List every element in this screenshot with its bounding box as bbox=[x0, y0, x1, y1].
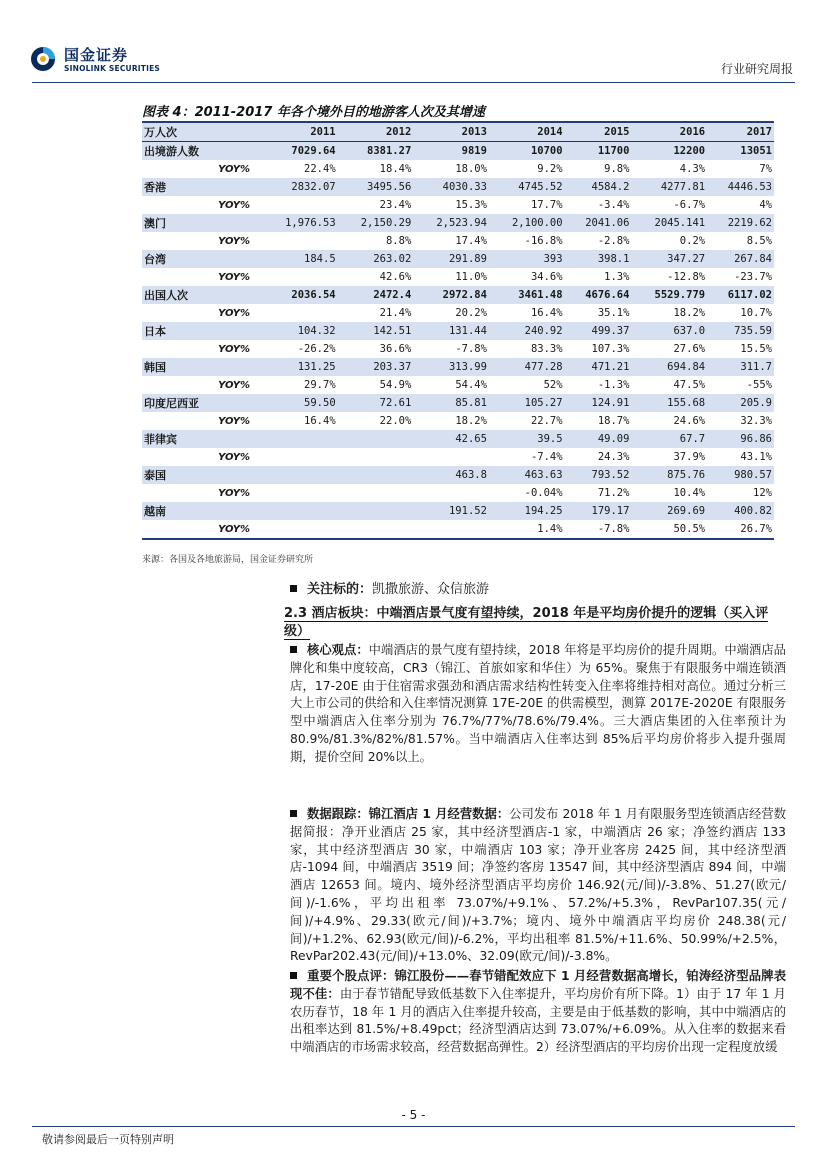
table-header-unit: 万人次 bbox=[142, 123, 262, 142]
row-label: 泰国 bbox=[142, 466, 262, 484]
table-cell: 59.50 bbox=[262, 394, 338, 412]
row-label: 韩国 bbox=[142, 358, 262, 376]
table-cell bbox=[262, 520, 338, 539]
table-header-year: 2015 bbox=[565, 123, 632, 142]
row-label: 菲律宾 bbox=[142, 430, 262, 448]
section-title bbox=[284, 605, 784, 641]
table-cell: 42.6% bbox=[379, 271, 412, 283]
table-cell: 18.7% bbox=[597, 415, 630, 427]
table-cell: 17.7% bbox=[530, 199, 563, 211]
table-cell: 2832.07 bbox=[262, 178, 338, 196]
table-cell: -7.4% bbox=[530, 451, 563, 463]
table-cell: 240.92 bbox=[489, 322, 565, 340]
table-cell: 49.09 bbox=[565, 430, 632, 448]
table-cell: 203.37 bbox=[338, 358, 414, 376]
table-cell: 263.02 bbox=[338, 250, 414, 268]
table-cell: 24.3% bbox=[597, 451, 630, 463]
bullet-icon bbox=[290, 810, 297, 817]
table-cell: 10700 bbox=[489, 142, 565, 161]
page-number: - 5 - bbox=[401, 1108, 426, 1122]
table-cell: 179.17 bbox=[565, 502, 632, 520]
table-cell bbox=[262, 448, 338, 466]
table-cell: 4446.53 bbox=[707, 178, 774, 196]
table-cell: 9819 bbox=[413, 142, 489, 161]
table-cell: 131.44 bbox=[413, 322, 489, 340]
table-cell: 72.61 bbox=[338, 394, 414, 412]
table-cell: 291.89 bbox=[413, 250, 489, 268]
bullet-icon bbox=[290, 646, 297, 653]
table-cell: 10.4% bbox=[673, 487, 706, 499]
table-cell: 0.2% bbox=[679, 235, 706, 247]
table-cell: -1.3% bbox=[597, 379, 630, 391]
table-cell: 96.86 bbox=[707, 430, 774, 448]
table-cell: 22.0% bbox=[379, 415, 412, 427]
table-row bbox=[142, 466, 774, 484]
table-cell: 2,100.00 bbox=[489, 214, 565, 232]
table-cell: 694.84 bbox=[631, 358, 707, 376]
table-cell: 18.2% bbox=[673, 307, 706, 319]
table-cell: 11.0% bbox=[455, 271, 487, 283]
focus-label: 关注标的： bbox=[307, 582, 373, 597]
footer-divider bbox=[32, 1126, 795, 1127]
row-label: YOY% bbox=[218, 199, 250, 211]
figure-title: 图表 4：2011-2017 年各个境外目的地游客人次及其增速 bbox=[142, 101, 774, 123]
table-row bbox=[142, 142, 774, 161]
table-cell: 269.69 bbox=[631, 502, 707, 520]
table-cell: 735.59 bbox=[707, 322, 774, 340]
table-cell: 54.9% bbox=[379, 379, 412, 391]
row-label: 出国人次 bbox=[142, 286, 262, 304]
table-cell: 26.7% bbox=[707, 520, 774, 539]
row-label: 印度尼西亚 bbox=[142, 394, 262, 412]
table-cell: 16.4% bbox=[530, 307, 563, 319]
table-cell: 8.8% bbox=[385, 235, 412, 247]
table-cell: 18.4% bbox=[379, 163, 412, 175]
table-cell: 155.68 bbox=[631, 394, 707, 412]
bullet-icon bbox=[290, 972, 297, 979]
table-cell bbox=[413, 484, 489, 502]
table-cell: 17.4% bbox=[455, 235, 487, 247]
table-cell: 2045.141 bbox=[631, 214, 707, 232]
row-label: YOY% bbox=[218, 163, 250, 175]
row-label: 日本 bbox=[142, 322, 262, 340]
row-label: 台湾 bbox=[142, 250, 262, 268]
table-cell: 71.2% bbox=[597, 487, 630, 499]
table-row-yoy bbox=[142, 520, 774, 539]
table-header-year: 2014 bbox=[489, 123, 565, 142]
table-cell: 21.4% bbox=[379, 307, 412, 319]
table-cell: 12% bbox=[753, 487, 772, 499]
table-row bbox=[142, 250, 774, 268]
logo-en-text: SINOLINK SECURITIES bbox=[64, 64, 161, 73]
table-row bbox=[142, 502, 774, 520]
table-cell: -55% bbox=[746, 379, 772, 391]
table-cell bbox=[413, 448, 489, 466]
table-row bbox=[142, 214, 774, 232]
table-cell: 4584.2 bbox=[565, 178, 632, 196]
table-cell: 398.1 bbox=[565, 250, 632, 268]
table-cell: 54.4% bbox=[455, 379, 487, 391]
table-cell: 15.5% bbox=[740, 343, 772, 355]
table-cell: 2219.62 bbox=[707, 214, 774, 232]
para-text: 由于春节错配导致低基数下入住率提升，平均房价有所下降。1）由于 17 年 1 月农历春节，18 年 1 月的酒店入住率提升较高，主要是由于低基数的影响，其中中端酒店的出租率达到 81.5%/+8.49pct；经济型酒店达到 73.07%/+6.09%。从入住率的数据来看中端酒店的市场需求较高，经营数据高弹性。2）经济型酒店的平均房价出现一定程度放缓 bbox=[290, 986, 786, 1055]
table-cell: 9.2% bbox=[537, 163, 563, 175]
table-cell: 499.37 bbox=[565, 322, 632, 340]
table-row-yoy bbox=[142, 484, 774, 502]
table-cell: 18.0% bbox=[455, 163, 487, 175]
table-cell: 4277.81 bbox=[631, 178, 707, 196]
table-cell: 205.9 bbox=[707, 394, 774, 412]
table-cell: 34.6% bbox=[530, 271, 563, 283]
table-cell: 4% bbox=[759, 199, 772, 211]
table-cell: -6.7% bbox=[673, 199, 706, 211]
row-label: 出境游人数 bbox=[142, 142, 262, 161]
para-text: 中端酒店的景气度有望持续，2018 年将是平均房价的提升周期。中端酒店品牌化和集中度较高，CR3（锦江、首旅如家和华住）为 65%。聚焦于有限服务中端连锁酒店，17-20E 由于住宿需求强劲和酒店需求结构性转变入住率将维持相对高位。通过分析三大上市公司的供给和入住率情况测算 17E-20E 的供需模型，测算 2017E-2020E 有限服务型中端酒店入住率分别为 76.7%/77%/78.6%/79.4%。三大酒店集团的入住率预计为 80.9%/81.3%/82%/81.57%。当中端酒店入住率达到 85%后平均房价将步入提升强周期，提价空间 20%以上。 bbox=[290, 643, 786, 764]
table-cell bbox=[338, 466, 414, 484]
table-cell bbox=[262, 304, 338, 322]
table-header-year: 2016 bbox=[631, 123, 707, 142]
table-cell bbox=[262, 232, 338, 250]
table-cell: 24.6% bbox=[673, 415, 706, 427]
table-cell: 980.57 bbox=[707, 466, 774, 484]
table-cell: -12.8% bbox=[667, 271, 706, 283]
logo-cn-text: 国金证券 bbox=[64, 46, 129, 64]
table-cell: 27.6% bbox=[673, 343, 706, 355]
table-cell bbox=[262, 466, 338, 484]
table-cell bbox=[262, 268, 338, 286]
company-logo bbox=[30, 44, 180, 80]
table-cell: 3495.56 bbox=[338, 178, 414, 196]
table-cell: 105.27 bbox=[489, 394, 565, 412]
table-cell: 1.4% bbox=[489, 520, 565, 539]
table-cell: 29.7% bbox=[304, 379, 336, 391]
table-cell: 8381.27 bbox=[338, 142, 414, 161]
table-cell: 1.3% bbox=[604, 271, 630, 283]
table-row-yoy bbox=[142, 232, 774, 250]
table-cell: -16.8% bbox=[524, 235, 563, 247]
table-cell: 311.7 bbox=[707, 358, 774, 376]
table-cell: 4745.52 bbox=[489, 178, 565, 196]
row-label: YOY% bbox=[218, 451, 250, 463]
table-cell: 400.82 bbox=[707, 502, 774, 520]
table-cell: 2036.54 bbox=[262, 286, 338, 304]
para-text: 公司发布 2018 年 1 月有限服务型连锁酒店经营数据简报：净开业酒店 25 家，其中经济型酒店-1 家，中端酒店 26 家；净签约酒店 133 家，其中经济型酒店 30 家，中端酒店 103 家；净开业客房 2425 间，其中经济型酒店-1094 间，中端酒店 3519 间；净签约客房 13547 间，其中经济型酒店 894 间，中端酒店 12653 间。境内、境外经济型酒店平均房价 146.92(元/间)/-3.8%、51.27(欧元/间)/-1.6%，平均出租率 73.07%/+9.1%、57.2%/+5.3%，RevPar107.35(元/间)/+4.9%、29.33(欧元/间)/+3.7%；境内、境外中端酒店平均房价 248.38(元/间)/+1.2%、62.93(欧元/间)/-6.2%，平均出租率 81.5%/+11.6%、50.99%/+2.5%，RevPar202.43(元/间)/+13.0%、32.09(欧元/间)/-3.8%。 bbox=[290, 807, 786, 964]
table-cell: 52% bbox=[543, 379, 563, 391]
table-cell: 2472.4 bbox=[338, 286, 414, 304]
table-row-yoy bbox=[142, 160, 774, 178]
table-cell: 7% bbox=[759, 163, 772, 175]
table-cell: 36.6% bbox=[379, 343, 412, 355]
table-cell bbox=[338, 502, 414, 520]
table-cell: 393 bbox=[489, 250, 565, 268]
table-cell: 4030.33 bbox=[413, 178, 489, 196]
table-cell: 10.7% bbox=[740, 307, 772, 319]
row-label: YOY% bbox=[218, 415, 250, 427]
footer-disclaimer: 敬请参阅最后一页特别声明 bbox=[42, 1133, 174, 1146]
table-row-yoy bbox=[142, 376, 774, 394]
table-cell: 11700 bbox=[565, 142, 632, 161]
row-label: YOY% bbox=[218, 307, 250, 319]
table-row bbox=[142, 178, 774, 196]
table-cell: 20.2% bbox=[455, 307, 487, 319]
table-cell: -0.04% bbox=[524, 487, 563, 499]
paragraph-core-view bbox=[290, 642, 786, 767]
table-cell: 184.5 bbox=[262, 250, 338, 268]
row-label: YOY% bbox=[218, 235, 250, 247]
table-header-year: 2011 bbox=[262, 123, 338, 142]
table-cell: 43.1% bbox=[740, 451, 772, 463]
table-cell: 477.28 bbox=[489, 358, 565, 376]
table-cell: 124.91 bbox=[565, 394, 632, 412]
table-cell: -2.8% bbox=[597, 235, 630, 247]
row-label: 越南 bbox=[142, 502, 262, 520]
table-cell: 35.1% bbox=[597, 307, 630, 319]
table-cell: 463.8 bbox=[413, 466, 489, 484]
table-cell bbox=[338, 484, 414, 502]
row-label: YOY% bbox=[218, 379, 250, 391]
tourism-table bbox=[142, 123, 774, 540]
table-cell: -7.8% bbox=[565, 520, 632, 539]
table-header-year: 2013 bbox=[413, 123, 489, 142]
table-cell: 32.3% bbox=[740, 415, 772, 427]
table-row-yoy bbox=[142, 340, 774, 358]
table-row bbox=[142, 394, 774, 412]
table-cell bbox=[262, 484, 338, 502]
table-cell: 22.7% bbox=[530, 415, 563, 427]
row-label: YOY% bbox=[218, 343, 250, 355]
table-row bbox=[142, 286, 774, 304]
table-cell: 8.5% bbox=[746, 235, 772, 247]
figure-source: 来源：各国及各地旅游局，国金证券研究所 bbox=[142, 555, 314, 565]
row-label: YOY% bbox=[142, 520, 262, 539]
table-cell: 131.25 bbox=[262, 358, 338, 376]
row-label: 香港 bbox=[142, 178, 262, 196]
table-row-yoy bbox=[142, 412, 774, 430]
table-cell: 4.3% bbox=[679, 163, 706, 175]
table-header-row bbox=[142, 123, 774, 142]
table-cell: 47.5% bbox=[673, 379, 706, 391]
table-cell: 2041.06 bbox=[565, 214, 632, 232]
table-cell: 875.76 bbox=[631, 466, 707, 484]
table-cell: 5529.779 bbox=[631, 286, 707, 304]
bullet-icon bbox=[290, 585, 297, 592]
table-cell: 142.51 bbox=[338, 322, 414, 340]
table-row-yoy bbox=[142, 268, 774, 286]
table-cell: 39.5 bbox=[489, 430, 565, 448]
table-cell: -23.7% bbox=[734, 271, 772, 283]
table-cell: 42.65 bbox=[413, 430, 489, 448]
table-cell: 191.52 bbox=[413, 502, 489, 520]
table-cell: 347.27 bbox=[631, 250, 707, 268]
table-cell: 471.21 bbox=[565, 358, 632, 376]
section-title-text: 2.3 酒店板块：中端酒店景气度有望持续，2018 年是平均房价提升的逻辑（买入评级） bbox=[284, 606, 769, 639]
table-cell: 107.3% bbox=[591, 343, 630, 355]
table-cell: 793.52 bbox=[565, 466, 632, 484]
table-cell: 267.84 bbox=[707, 250, 774, 268]
focus-stocks bbox=[290, 578, 489, 597]
table-cell bbox=[262, 502, 338, 520]
focus-text: 凯撒旅游、众信旅游 bbox=[372, 582, 490, 597]
para-label: 重要个股点评：锦江股份——春节错配效应下 1 月经营数据高增长，铂涛经济型品牌表现不佳： bbox=[290, 969, 786, 1001]
table-row bbox=[142, 358, 774, 376]
para-label: 核心观点： bbox=[307, 643, 369, 657]
table-row bbox=[142, 430, 774, 448]
table-cell: 2972.84 bbox=[413, 286, 489, 304]
para-label: 数据跟踪：锦江酒店 1 月经营数据： bbox=[307, 807, 510, 821]
table-cell bbox=[413, 520, 489, 539]
table-header-year: 2012 bbox=[338, 123, 414, 142]
table-cell: 23.4% bbox=[379, 199, 412, 211]
report-type: 行业研究周报 bbox=[720, 62, 793, 76]
paragraph-stock-review bbox=[290, 968, 786, 1057]
table-cell: 2,150.29 bbox=[338, 214, 414, 232]
paragraph-data-tracking bbox=[290, 806, 786, 966]
table-cell: 22.4% bbox=[304, 163, 336, 175]
table-cell: 13051 bbox=[707, 142, 774, 161]
table-cell: 6117.02 bbox=[707, 286, 774, 304]
table-cell: 16.4% bbox=[304, 415, 336, 427]
table-cell: -3.4% bbox=[597, 199, 630, 211]
table-cell bbox=[338, 520, 414, 539]
row-label: YOY% bbox=[218, 271, 250, 283]
table-cell bbox=[262, 196, 338, 214]
table-cell bbox=[338, 430, 414, 448]
table-row-yoy bbox=[142, 448, 774, 466]
table-cell: 313.99 bbox=[413, 358, 489, 376]
row-label: YOY% bbox=[218, 487, 250, 499]
table-cell: 1,976.53 bbox=[262, 214, 338, 232]
table-cell: 194.25 bbox=[489, 502, 565, 520]
table-cell bbox=[262, 430, 338, 448]
table-row bbox=[142, 322, 774, 340]
table-cell: 2,523.94 bbox=[413, 214, 489, 232]
table-cell: 85.81 bbox=[413, 394, 489, 412]
table-cell: 3461.48 bbox=[489, 286, 565, 304]
table-row-yoy bbox=[142, 196, 774, 214]
table-cell: 463.63 bbox=[489, 466, 565, 484]
table-cell: -26.2% bbox=[297, 343, 336, 355]
table-cell: 104.32 bbox=[262, 322, 338, 340]
table-cell: 37.9% bbox=[673, 451, 706, 463]
table-cell: 18.2% bbox=[455, 415, 487, 427]
table-cell: -7.8% bbox=[455, 343, 487, 355]
table-cell: 50.5% bbox=[631, 520, 707, 539]
table-cell: 4676.64 bbox=[565, 286, 632, 304]
table-cell: 83.3% bbox=[530, 343, 563, 355]
table-cell: 9.8% bbox=[604, 163, 630, 175]
table-row-yoy bbox=[142, 304, 774, 322]
table-cell: 637.0 bbox=[631, 322, 707, 340]
table-cell: 12200 bbox=[631, 142, 707, 161]
header-divider bbox=[32, 82, 795, 83]
table-cell bbox=[338, 448, 414, 466]
page-header bbox=[0, 0, 827, 90]
table-header-year: 2017 bbox=[707, 123, 774, 142]
table-cell: 15.3% bbox=[455, 199, 487, 211]
table-cell: 67.7 bbox=[631, 430, 707, 448]
table-cell: 7029.64 bbox=[262, 142, 338, 161]
logo-icon bbox=[30, 46, 56, 72]
row-label: 澳门 bbox=[142, 214, 262, 232]
